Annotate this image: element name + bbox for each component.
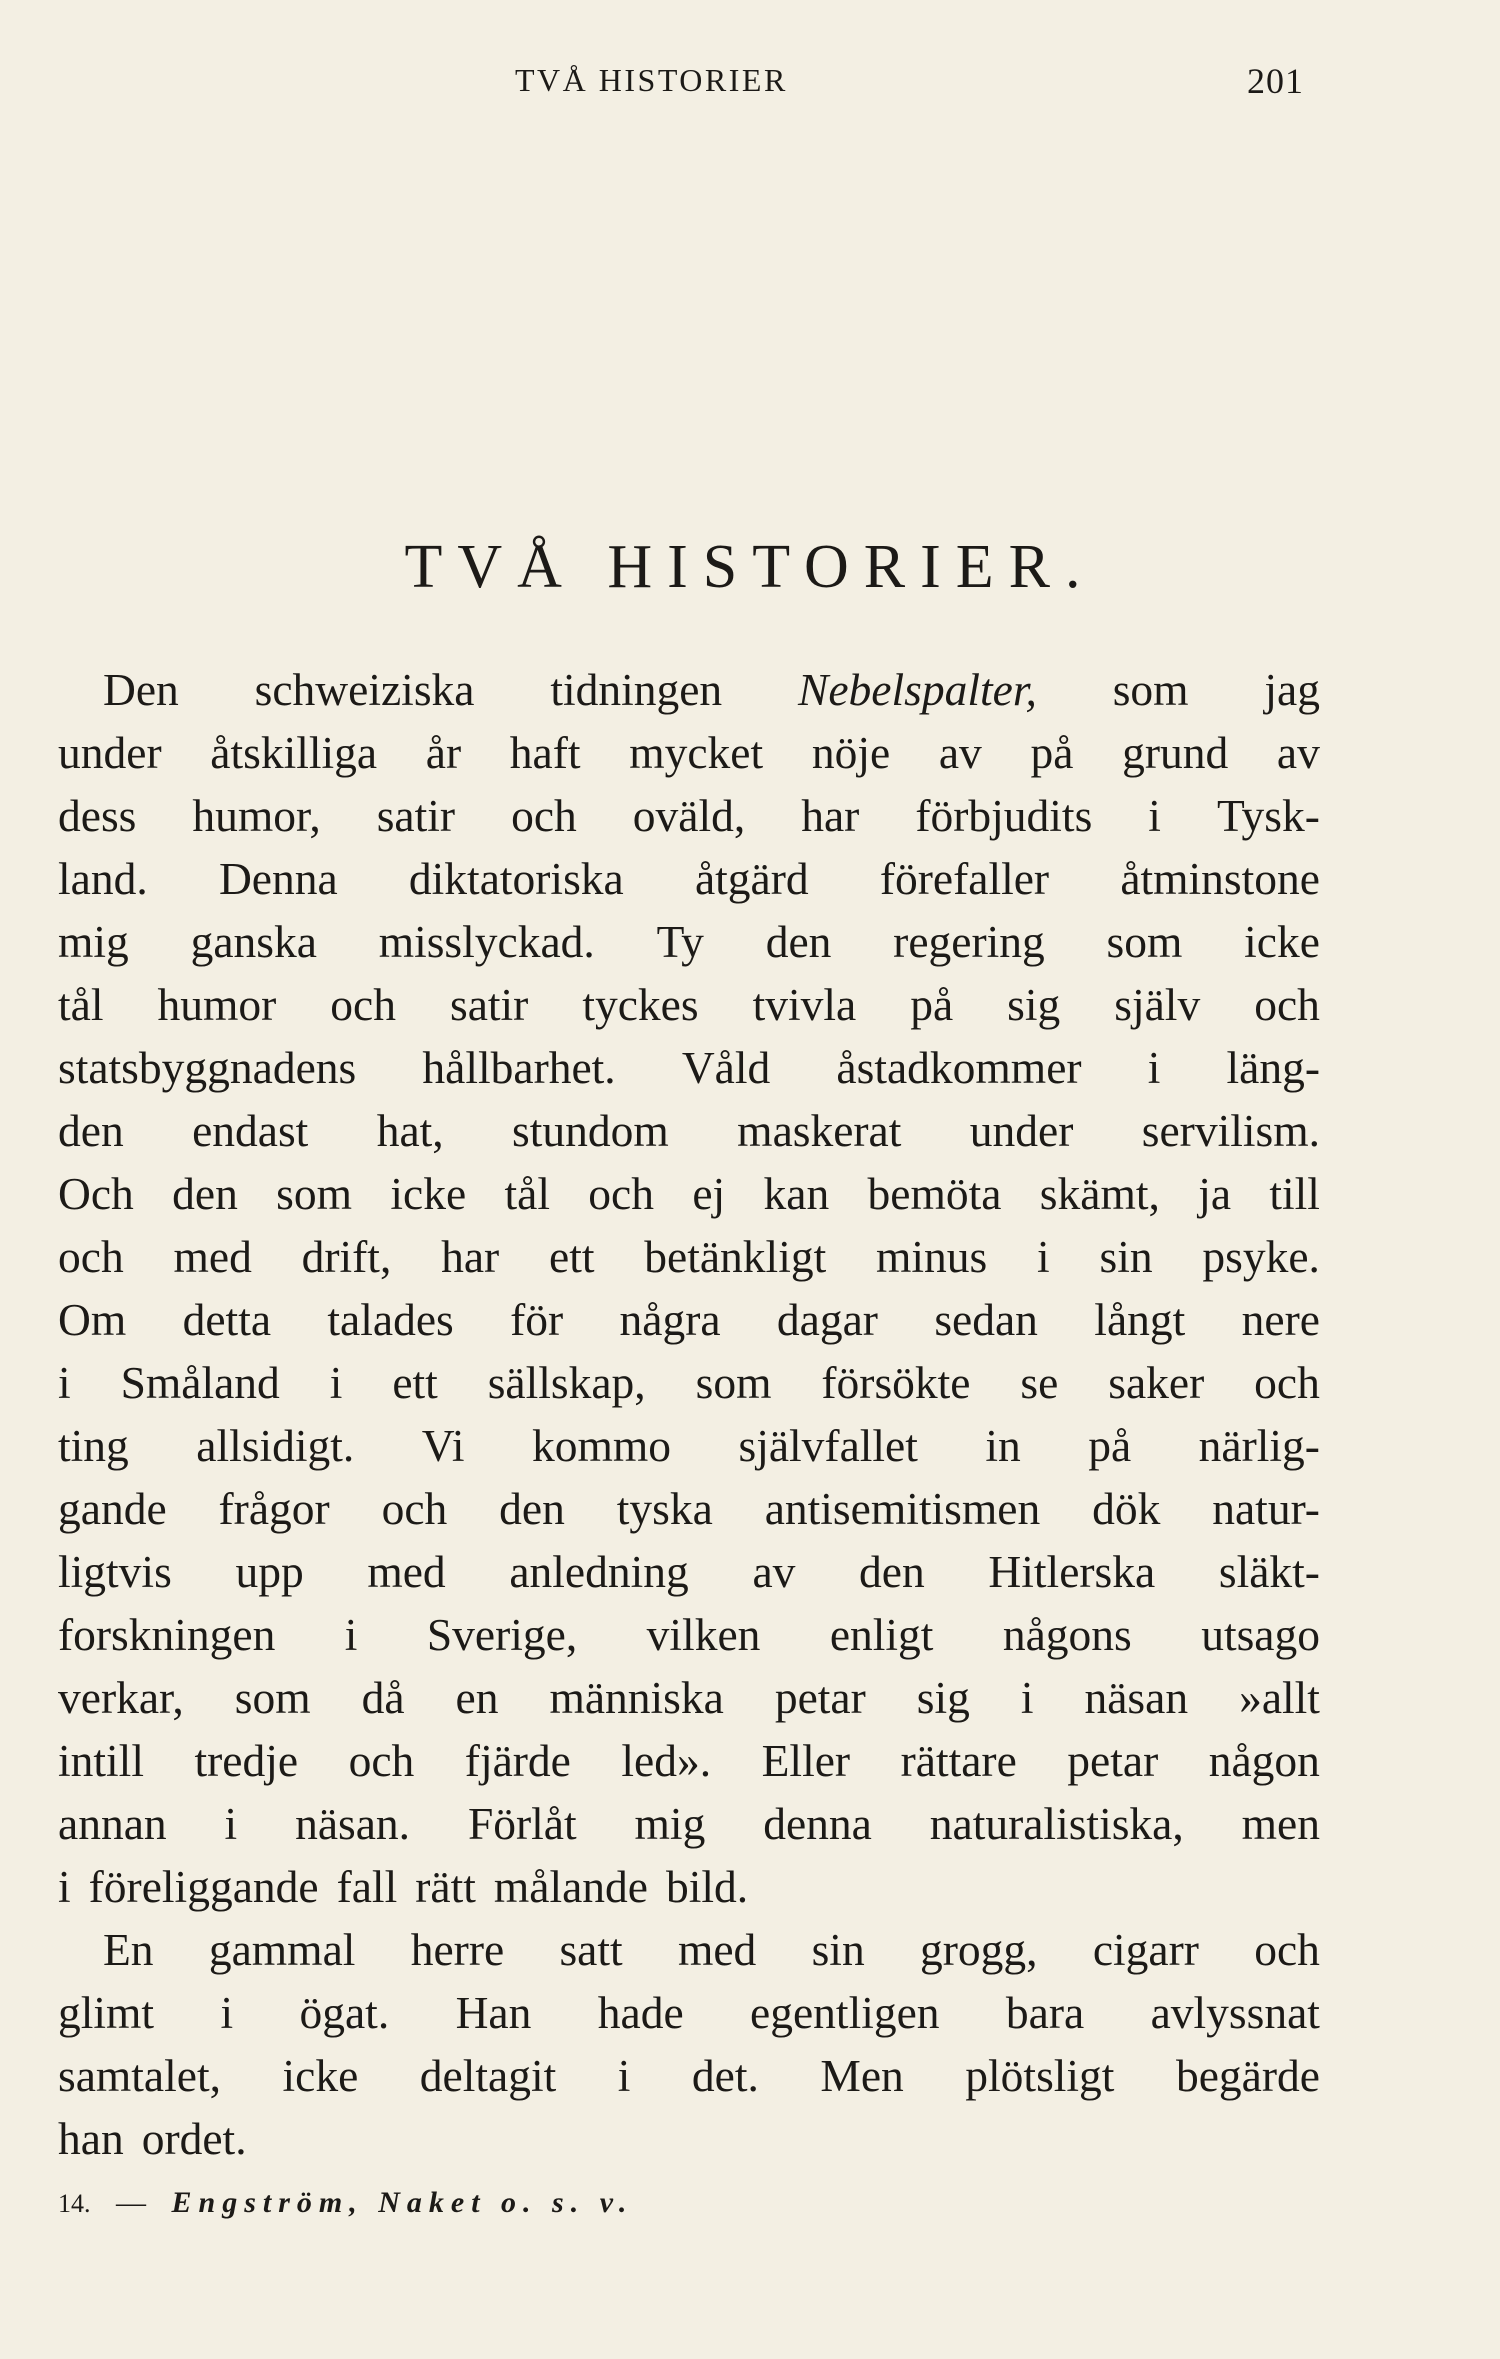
word: under [969,1105,1074,1156]
word: har [801,790,860,841]
word: Denna [218,853,338,904]
text-line [58,973,1320,1036]
page-number: 201 [1247,61,1304,101]
word: hållbarhet. [422,1042,616,1093]
word: Eller [761,1735,851,1786]
text-line [58,1099,1320,1162]
word: statsbyggnadens [58,1042,357,1093]
text-line [58,1036,1320,1099]
word: förbjudits [915,790,1093,841]
word: mig [58,916,129,967]
word: skämt, [1039,1168,1160,1219]
word: det. [691,2050,759,2101]
word: icke [282,2050,359,2101]
text-line [58,2044,1320,2107]
word: år [425,727,462,778]
word: enligt [829,1609,934,1660]
word: endast [192,1105,309,1156]
word: herre [410,1924,505,1975]
word: den [172,1168,238,1219]
word: grogg, [920,1924,1038,1975]
word: forskningen [58,1609,276,1660]
word: detta [182,1294,272,1345]
word: ting [58,1420,129,1471]
signature-text: Engström, Naket o. s. v. [171,2186,634,2219]
word: sig [1007,979,1061,1030]
word: den [765,916,832,967]
word: av [1276,727,1320,778]
word: någons [1002,1609,1132,1660]
word: Och [58,1168,134,1219]
text-line [58,1162,1320,1225]
word: tredje [194,1735,299,1786]
word: gande [58,1483,167,1534]
word: förefaller [879,853,1050,904]
word: plötsligt [965,2050,1115,2101]
word: och [511,790,577,841]
word: den [58,1105,124,1156]
text-line [58,1729,1320,1792]
word: dess [58,790,137,841]
signature-dash: — [116,2186,146,2219]
word: ordet. [141,2113,247,2164]
word: gammal [208,1924,356,1975]
word: in [985,1420,1021,1471]
text-line [58,784,1320,847]
word: »allt [1239,1672,1320,1723]
word: Tysk- [1216,790,1320,841]
word: som [1112,664,1189,715]
word: rättare [900,1735,1017,1786]
word: som [276,1168,353,1219]
word: grund [1122,727,1229,778]
word: i [344,1609,358,1660]
word: med [173,1231,252,1282]
word: natur- [1212,1483,1320,1534]
word: saker [1108,1357,1205,1408]
word: i [1037,1231,1050,1282]
word: under [58,727,162,778]
word: bemöta [867,1168,1002,1219]
word: i [224,1798,238,1849]
word: schweiziska [254,664,475,715]
word: åtskilliga [210,727,378,778]
word: Den [103,664,179,715]
word: som [234,1672,311,1723]
text-line [58,1351,1320,1414]
chapter-title: TVÅ HISTORIER. [404,533,1096,601]
word: mycket [629,727,764,778]
word: näsan. [295,1798,411,1849]
word: då [361,1672,405,1723]
word: rätt [415,1861,476,1912]
word: målande [493,1861,648,1912]
word: i [58,1357,71,1408]
word: Ty [656,916,704,967]
word: hade [597,1987,684,2038]
word: av [938,727,982,778]
word: han [58,2113,124,2164]
word: mig [634,1798,706,1849]
text-line [58,1225,1320,1288]
word: Nebelspalter, [798,664,1037,715]
word: utsago [1201,1609,1320,1660]
word: med [677,1924,757,1975]
word: sedan [934,1294,1038,1345]
running-head [0,62,1500,102]
word: sällskap, [487,1357,646,1408]
text-line [58,658,1320,721]
word: och [330,979,396,1030]
word: satir [449,979,529,1030]
text-line [58,1477,1320,1540]
text-line [58,910,1320,973]
word: och [588,1168,654,1219]
word: icke [1244,916,1320,967]
running-title: TVÅ HISTORIER [515,62,788,98]
word: bara [1005,1987,1085,2038]
word: verkar, [58,1672,184,1723]
text-line [58,1981,1320,2044]
word: misslyckad. [378,916,595,967]
word: intill [58,1735,144,1786]
word: led». [621,1735,712,1786]
word: och [1254,1357,1320,1408]
word: som [1106,916,1183,967]
word: regering [893,916,1045,967]
word: Småland [120,1357,280,1408]
word: ligtvis [58,1546,172,1597]
word: på [1088,1420,1132,1471]
word: släkt- [1218,1546,1320,1597]
word: kommo [531,1420,672,1471]
word: Han [455,1987,532,2038]
word: den [859,1546,925,1597]
word: ett [549,1231,595,1282]
text-line [58,847,1320,910]
text-line [58,2107,1320,2170]
word: åtgärd [694,853,809,904]
word: satt [559,1924,623,1975]
word: annan [58,1798,167,1849]
word: ganska [190,916,317,967]
word: Våld [681,1042,771,1093]
word: tvivla [752,979,857,1030]
word: Sverige, [426,1609,578,1660]
word: med [367,1546,446,1597]
word: minus [876,1231,988,1282]
word: föreliggande [88,1861,319,1912]
word: fjärde [464,1735,571,1786]
word: fall [336,1861,398,1912]
word: till [1269,1168,1320,1219]
word: begärde [1175,2050,1320,2101]
word: En [103,1924,154,1975]
word: någon [1208,1735,1320,1786]
word: talades [327,1294,454,1345]
word: tyska [616,1483,713,1534]
sheet-number: 14. [58,2189,91,2218]
word: petar [1067,1735,1159,1786]
word: och [1254,1924,1320,1975]
word: i [1020,1672,1034,1723]
word: deltagit [419,2050,557,2101]
paragraph [58,1918,1320,2170]
word: vilken [646,1609,761,1660]
word: cigarr [1092,1924,1199,1975]
text-line [58,1288,1320,1351]
word: långt [1094,1294,1186,1345]
word: se [1020,1357,1059,1408]
word: en [455,1672,499,1723]
word: sin [811,1924,865,1975]
word: avlyssnat [1150,1987,1320,2038]
word: som [695,1357,772,1408]
word: i [58,1861,71,1912]
paragraph [58,658,1320,1918]
word: servilism. [1141,1105,1320,1156]
text-line [58,1666,1320,1729]
word: sin [1099,1231,1153,1282]
word: ögat. [299,1987,390,2038]
word: dagar [776,1294,878,1345]
word: näsan [1084,1672,1189,1723]
word: psyke. [1202,1231,1320,1282]
word: av [752,1546,796,1597]
text-line [58,1792,1320,1855]
word: jag [1264,664,1320,715]
word: sig [916,1672,970,1723]
text-line [58,1414,1320,1477]
word: självfallet [738,1420,918,1471]
word: i [1147,1042,1161,1093]
word: tål [58,979,104,1030]
word: glimt [58,1987,155,2038]
word: människa [549,1672,724,1723]
word: Förlåt [467,1798,577,1849]
word: upp [235,1546,304,1597]
printer-signature [58,2186,633,2220]
word: i [617,2050,631,2101]
word: läng- [1226,1042,1320,1093]
word: tidningen [550,664,723,715]
word: drift, [301,1231,392,1282]
word: och [1254,979,1320,1030]
word: betänkligt [644,1231,827,1282]
word: men [1241,1798,1320,1849]
word: den [499,1483,565,1534]
body-text [58,658,1320,2170]
word: frågor [218,1483,330,1534]
word: oväld, [632,790,746,841]
word: i [1148,790,1161,841]
word: ej [692,1168,726,1219]
text-line [58,1855,1320,1918]
word: haft [509,727,581,778]
word: i [329,1357,343,1408]
word: naturalistiska, [929,1798,1184,1849]
word: egentligen [750,1987,940,2038]
word: dök [1092,1483,1161,1534]
text-line [58,1603,1320,1666]
word: några [619,1294,721,1345]
word: allsidigt. [196,1420,355,1471]
word: själv [1114,979,1201,1030]
word: hat, [376,1105,444,1156]
word: nere [1241,1294,1320,1345]
word: i [220,1987,234,2038]
text-line [58,721,1320,784]
word: samtalet, [58,2050,221,2101]
word: icke [390,1168,467,1219]
word: kan [763,1168,830,1219]
word: petar [774,1672,866,1723]
text-line [58,1918,1320,1981]
word: har [441,1231,500,1282]
word: tål [504,1168,550,1219]
word: och [381,1483,448,1534]
word: närlig- [1198,1420,1320,1471]
word: åtminstone [1120,853,1320,904]
word: försökte [821,1357,971,1408]
word: humor [157,979,277,1030]
word: och [348,1735,415,1786]
word: Men [820,2050,904,2101]
word: ett [392,1357,438,1408]
text-line [58,1540,1320,1603]
word: Om [58,1294,127,1345]
word: på [1030,727,1074,778]
word: tyckes [582,979,699,1030]
word: diktatoriska [408,853,624,904]
word: åstadkommer [836,1042,1082,1093]
word: stundom [512,1105,669,1156]
word: land. [58,853,148,904]
word: denna [763,1798,872,1849]
word: på [910,979,954,1030]
word: antisemitismen [764,1483,1041,1534]
word: bild. [665,1861,749,1912]
word: humor, [192,790,321,841]
word: ja [1198,1168,1232,1219]
word: Vi [421,1420,465,1471]
word: och [58,1231,124,1282]
word: satir [376,790,456,841]
word: maskerat [737,1105,902,1156]
word: Hitlerska [988,1546,1156,1597]
word: anledning [509,1546,689,1597]
word: nöje [811,727,891,778]
word: för [510,1294,564,1345]
